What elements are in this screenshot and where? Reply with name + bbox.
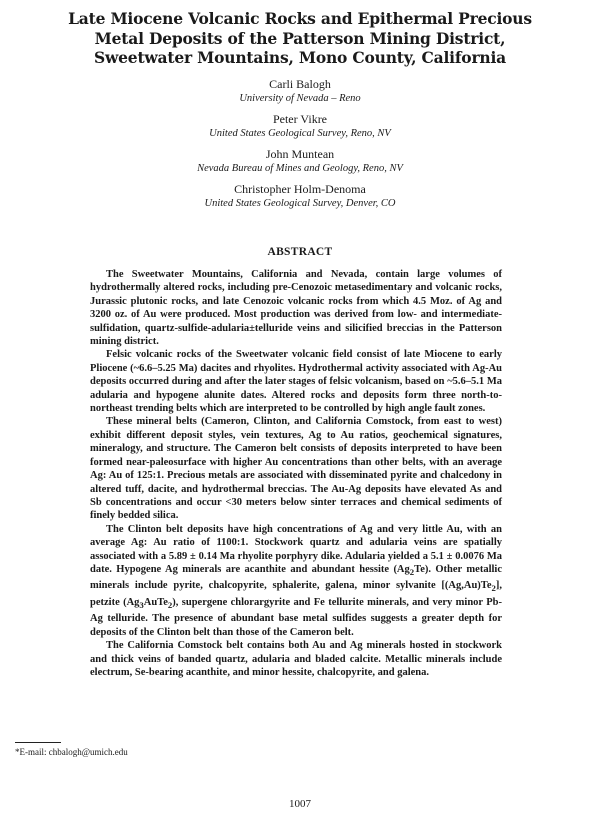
subscript: 2 bbox=[491, 583, 496, 594]
author-affiliation: United States Geological Survey, Denver, CO bbox=[204, 198, 396, 209]
abstract-paragraph: The California Comstock belt contains both Au and Ag minerals hosted in stockwork and thick veins of banded quartz, adularia and bladed calcite. Metallic minerals include electrum, Se-bearing acanthite, and minor hessite, chalcopyrite, and galena. bbox=[90, 640, 502, 679]
author-block bbox=[100, 112, 500, 141]
abstract-heading: ABSTRACT bbox=[267, 246, 333, 258]
author-name: John Muntean bbox=[265, 147, 335, 161]
footnote: *E-mail: chbalogh@umich.edu bbox=[15, 747, 128, 757]
abstract-text: Te). Other metallic minerals include pyrite, chalcopyrite, sphalerite, galena, minor sylvanite [(Ag,Au)Te bbox=[90, 563, 502, 592]
abstract-body bbox=[90, 268, 502, 679]
author-affiliation: United States Geological Survey, Reno, NV bbox=[209, 128, 391, 139]
subscript: 3 bbox=[139, 600, 144, 611]
author-block bbox=[100, 182, 500, 211]
abstract-paragraph: The Sweetwater Mountains, California and Nevada, contain large volumes of hydrothermally altered rocks, including pre-Cenozoic metasedimentary and volcanic rocks, Jurassic plutonic rocks, and late Cenozoic volcanic rocks from which 4.5 Moz. of Ag and 3200 oz. of Au were produced. Most production was derived from low- and intermediate-sulfidation, quartz-sulfide-adularia±telluride veins and silicified breccias in the Patterson mining district. bbox=[90, 269, 502, 348]
abstract-text: ], petzite (Ag bbox=[90, 580, 502, 608]
author-affiliation: Nevada Bureau of Mines and Geology, Reno, NV bbox=[197, 163, 403, 174]
author-name: Christopher Holm-Denoma bbox=[234, 182, 366, 196]
author-affiliation: University of Nevada – Reno bbox=[239, 93, 361, 104]
author-block bbox=[100, 77, 500, 106]
subscript: 2 bbox=[167, 600, 173, 611]
abstract-text: The Clinton belt deposits have high concentrations of Ag and very little Au, with an average Ag: Au ratio of 1100:1. Stockwork quartz and adularia veins are spatially associated with a 5.89 ± 0.14 Ma rhyolite porphyry dike. Adularia yielded a 5.1 ± 0.0076 Ma date. Hypogene Ag minerals are acanthite and abundant hessite (Ag bbox=[90, 523, 502, 575]
abstract-text: AuTe bbox=[143, 596, 168, 608]
abstract-paragraph bbox=[90, 523, 502, 640]
abstract-paragraph: These mineral belts (Cameron, Clinton, and California Comstock, from east to west) exhibit different deposit styles, vein textures, Ag to Au ratios, geochemical signatures, mineralogy, and structure. The Cameron belt consists of deposits interpreted to have been formed near-paleosurface with higher Au concentrations than other belts, with an average Ag: Au of 125:1. Precious metals are associated with disseminated pyrite and chalcedony in altered tuff, dacite, and hydrothermal breccias. The Au-Ag deposits have elevated As and Sb concentrations and occur <30 meters below sinter terraces and chemical sediments of finely bedded silica. bbox=[90, 416, 502, 522]
author-name: Peter Vikre bbox=[272, 112, 328, 126]
abstract-paragraph: Felsic volcanic rocks of the Sweetwater volcanic field consist of late Miocene to early Pliocene (~6.6–5.25 Ma) dacites and rhyolites. Hydrothermal activity associated with Ag-Au deposits occurred during and after the later stages of felsic volcanism, based on ~5.6–5.1 Ma adularia and hypogene alunite dates. Altered rocks and deposits form three north-to-northeast trending belts which are interpreted to be controlled by high angle fault zones. bbox=[90, 349, 502, 415]
paper-title: Late Miocene Volcanic Rocks and Epithermal Precious Metal Deposits of the Patterson Mining District, Sweetwater Mountains, Mono County, California bbox=[68, 9, 532, 67]
author-name: Carli Balogh bbox=[269, 77, 331, 91]
page-number: 1007 bbox=[289, 798, 311, 810]
footnote-rule bbox=[15, 742, 61, 743]
subscript: 2 bbox=[409, 567, 415, 578]
abstract-text: ), supergene chlorargyrite and Fe tellurite minerals, and very minor Pb-Ag telluride. The presence of abundant base metal sulfides suggests a greater depth for deposits of the Clinton belt than those of the Cameron belt. bbox=[90, 596, 502, 638]
author-list bbox=[100, 77, 500, 217]
author-block bbox=[100, 147, 500, 176]
